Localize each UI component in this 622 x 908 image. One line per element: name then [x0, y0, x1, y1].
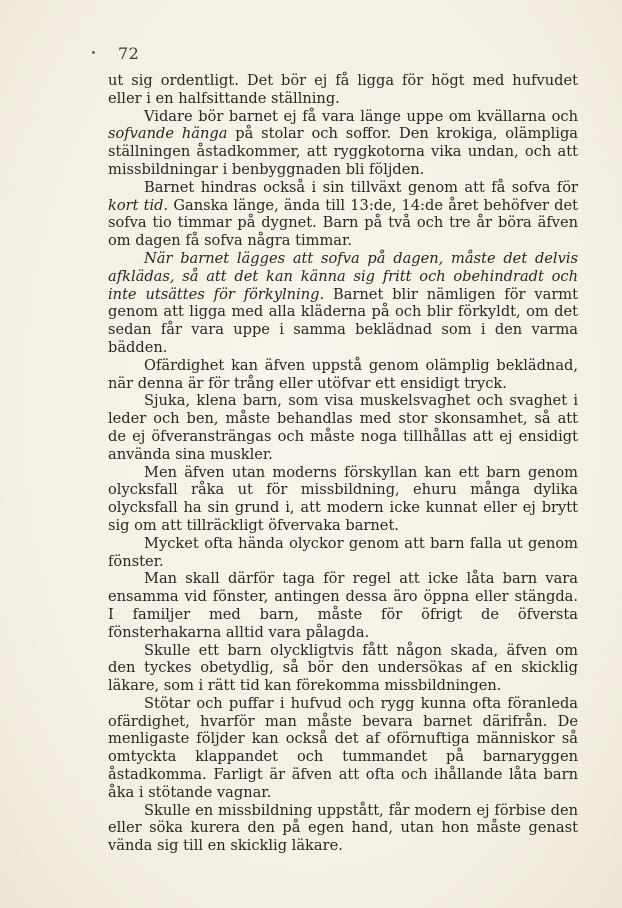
paragraph — [108, 570, 578, 641]
text-segment: Men äfven utan moderns förskyllan kan ett barn genom olycksfall råka ut för missbildning, ehuru många dylika olycksfall ha sin grund i, att modern icke kunnat eller ej brytt sig om att tillräckligt öfvervaka barnet. — [108, 463, 578, 534]
text-segment: Skulle ett barn olyckligtvis fått någon skada, äfven om den tyckes obetydlig, så bör den undersökas af en skicklig läkare, som i rätt tid kan förekomma missbildningen. — [108, 641, 578, 695]
paragraph — [108, 108, 578, 179]
paragraph — [108, 802, 578, 855]
text-segment: Vidare bör barnet ej få vara länge uppe om kvällarna och — [144, 107, 578, 125]
paragraph — [108, 695, 578, 802]
paragraph — [108, 357, 578, 393]
paragraph — [108, 179, 578, 250]
text-segment: Stötar och puffar i hufvud och rygg kunna ofta föranleda ofärdighet, hvarför man måste bevara barnet därifrån. De menligaste följder kan också det af oförnuftiga människor så omtyckta klappandet och tummandet på barnaryggen åstadkomma. Farligt är äfven att ofta och ihållande låta barn åka i stötande vagnar. — [108, 694, 578, 801]
text-segment: Ganska länge, ända till 13:de, 14:de året behöfver det sofva tio timmar på dygnet. Barn på två och tre år böra äfven om dagen få sofva några timmar. — [108, 196, 578, 250]
text-segment: Mycket ofta hända olyckor genom att barn falla ut genom fönster. — [108, 534, 578, 570]
text-segment: Skulle en missbildning uppstått, får modern ej förbise den eller söka kurera den på egen hand, utan hon måste genast vända sig till en skicklig läkare. — [108, 801, 578, 855]
text-segment: Ofärdighet kan äfven uppstå genom olämplig beklädnad, när denna är för trång eller utöfvar ett ensidigt tryck. — [108, 356, 578, 392]
text-segment: Man skall därför taga för regel att icke låta barn vara ensamma vid fönster, antingen dessa äro öppna eller stängda. I familjer med barn, måste för öfrigt de öfversta fönsterhakarna alltid vara pålagda. — [108, 570, 578, 641]
paragraph — [108, 250, 578, 357]
text-segment: Barnet blir nämligen för varmt genom att ligga med alla kläderna på och blir förkyldt, om det sedan får vara uppe i samma beklädnad som i den varma bädden. — [108, 285, 578, 356]
paragraph — [108, 535, 578, 571]
paragraph — [108, 72, 578, 108]
body-text — [108, 72, 578, 855]
paragraph — [108, 464, 578, 535]
text-segment: på stolar och soffor. Den krokiga, olämpliga ställningen åstadkommer, att ryggkotorna vika undan, och att missbildningar i benbyggnaden bli följden. — [108, 125, 578, 178]
print-mark — [92, 51, 95, 54]
emphasized-text: När barnet lägges att sofva på dagen, måste det delvis afklädas, så att det kan känna sig fritt och obehindradt och inte utsättes för förkylning. — [108, 249, 578, 303]
emphasized-text: sofvande hänga — [108, 125, 228, 143]
paragraph — [108, 642, 578, 695]
text-segment: Sjuka, klena barn, som visa muskelsvaghet och svaghet i leder och ben, måste behandlas med stor skonsamhet, så att de ej öfveransträngas och måste noga tillhållas att ej ensidigt använda sina muskler. — [108, 392, 578, 463]
paragraph — [108, 392, 578, 463]
emphasized-text: kort tid. — [108, 196, 169, 214]
page-number: 72 — [118, 44, 140, 63]
text-segment: ut sig ordentligt. Det bör ej få ligga för högt med hufvudet eller i en halfsittande ställning. — [108, 72, 578, 107]
text-segment: Barnet hindras också i sin tillväxt genom att få sofva för — [144, 178, 578, 196]
